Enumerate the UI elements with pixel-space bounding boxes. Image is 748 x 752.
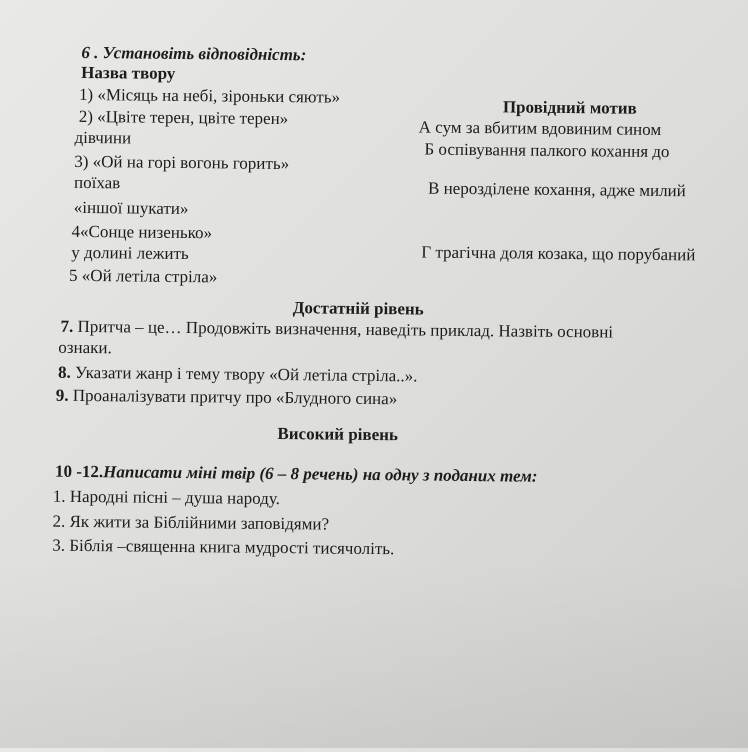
question-7: [60, 317, 613, 343]
essay-task-number: 10 -12.: [54, 461, 104, 482]
level3-title: Високий рівень: [277, 424, 399, 445]
question-7-text: Притча – це… Продовжіть визначення, наведіть приклад. Назвіть основні: [73, 316, 614, 342]
left-column-header: Назва твору: [81, 62, 176, 83]
paper-shadow: [0, 560, 748, 748]
work-line-1: 1) «Місяць на небі, зіроньки сяють»: [78, 84, 341, 107]
task6-heading: 6 . Установіть відповідність:: [81, 42, 307, 65]
question-8-text: Указати жанр і тему твору «Ой летіла стріла..».: [70, 362, 418, 386]
work-line-2: 2) «Цвіте терен, цвіте терен»: [78, 106, 289, 129]
essay-task: [55, 462, 538, 487]
level2-title: Достатній рівень: [292, 298, 424, 319]
question-7-number: 7.: [60, 316, 74, 336]
motive-d: Г трагічна доля козака, що порубаний: [421, 242, 696, 265]
work-line-3: дівчини: [74, 127, 132, 148]
question-8: [58, 363, 418, 387]
question-9: [56, 386, 398, 410]
work-line-6: «іншої шукати»: [73, 197, 189, 219]
work-line-9: 5 «Ой летіла стріла»: [69, 265, 218, 287]
essay-topic-2: 2. Як жити за Біблійними заповідями?: [52, 511, 330, 534]
motive-b: Б оспівування палкого кохання до: [424, 139, 670, 162]
work-line-4: 3) «Ой на горі вогонь горить»: [74, 151, 290, 174]
essay-task-text: Написати міні твір (6 – 8 речень) на одну з поданих тем:: [103, 462, 538, 486]
question-9-number: 9.: [55, 385, 69, 405]
motive-c: В нерозділене кохання, адже милий: [427, 178, 686, 201]
question-7-continuation: ознаки.: [58, 337, 112, 358]
question-9-text: Проаналізувати притчу про «Блудного сина»: [68, 385, 398, 409]
essay-topic-3: 3. Біблія –священна книга мудрості тисячоліть.: [52, 535, 395, 559]
work-line-7: 4«Сонце низенько»: [71, 221, 213, 243]
essay-topic-1: 1. Народні пісні – душа народу.: [52, 486, 281, 509]
motive-a: А сум за вбитим вдовиним сином: [418, 117, 662, 140]
work-line-5: поїхав: [73, 172, 121, 193]
work-line-8: у долині лежить: [71, 242, 189, 264]
right-column-header: Провідний мотив: [502, 97, 637, 118]
question-8-number: 8.: [57, 362, 71, 382]
